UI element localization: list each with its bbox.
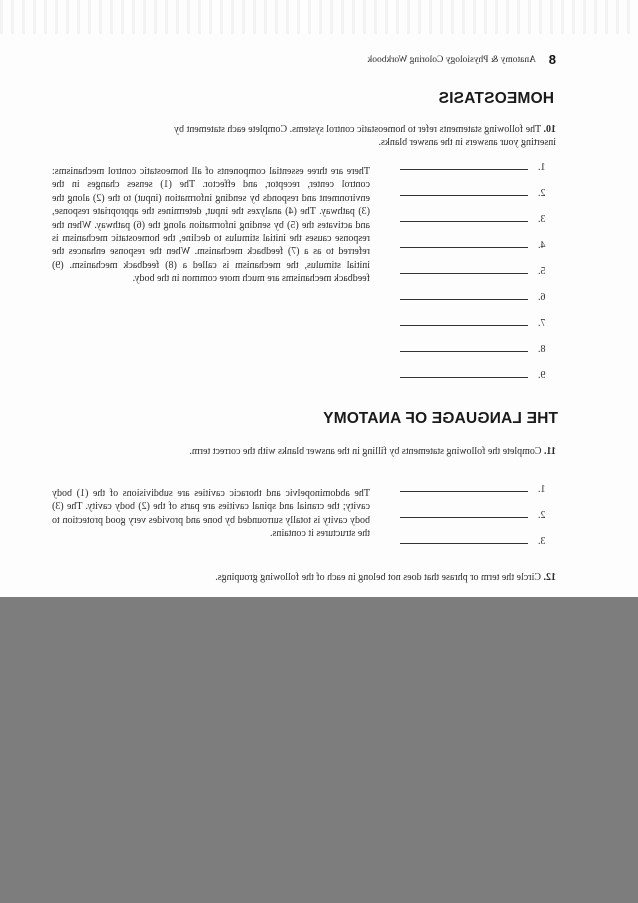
answer-line[interactable] [400, 246, 528, 248]
question-text: Circle the term or phrase that does not belong in each of the following groupings. [215, 572, 541, 583]
answer-line[interactable] [400, 194, 528, 196]
blank-label: 6. [538, 292, 546, 303]
question-text: The following statements refer to homeostatic control systems. Complete each statement by inserting your answers in the answer blanks. [174, 124, 556, 148]
question-text: Complete the following statements by filling in the answer blanks with the correct term. [189, 446, 542, 457]
gray-overlay-region [0, 597, 638, 903]
blank-label: 7. [538, 318, 546, 329]
answer-blank-5[interactable] [400, 266, 558, 277]
answer-line[interactable] [400, 220, 528, 222]
blank-label: 4. [538, 240, 546, 251]
answer-line[interactable] [400, 516, 528, 518]
answer-blank-9[interactable] [400, 370, 558, 381]
answer-line[interactable] [400, 272, 528, 274]
blank-label: 5. [538, 266, 546, 277]
section-heading-homeostasis: HOMEOSTASIS [438, 90, 554, 107]
answer-blank-1[interactable] [400, 162, 558, 173]
question-number: 12. [543, 572, 556, 583]
homeostasis-paragraph: There are three essential components of all homeostatic control mechanisms: control center, receptor, and effector. The (1) senses changes in the environment and responds by sending information (input) to the (2) along the (3) pathway. The (4) analyzes the input, determines the appropriate response, and activates the (5) by sending information along the (6) pathway. When the response causes the initial stimulus to decline, the homeostatic mechanism is referred to as a (7) feedback mechanism. When the response enhances the initial stimulus, the mechanism is called a (8) feedback mechanism. (9) feedback mechanisms are much more common in the body. [52, 166, 370, 285]
page-number: 8 [548, 52, 556, 67]
answer-blank-8[interactable] [400, 344, 558, 355]
question-number: 10. [543, 124, 556, 135]
answer-blank-3[interactable] [400, 214, 558, 225]
answer-line[interactable] [400, 490, 528, 492]
blank-label: 1. [538, 484, 546, 495]
answer-line[interactable] [400, 350, 528, 352]
answer-line[interactable] [400, 376, 528, 378]
blank-label: 8. [538, 344, 546, 355]
answer-blank-2[interactable] [400, 188, 558, 199]
blank-label: 3. [538, 214, 546, 225]
answer-line[interactable] [400, 298, 528, 300]
answer-blank-6[interactable] [400, 292, 558, 303]
anatomy-paragraph: The abdominopelvic and thoracic cavities are subdivisions of the (1) body cavity; the cranial and spinal cavities are parts of the (2) body cavity. The (3) body cavity is totally surrounded by bone and provides very good protection to the structures it contains. [52, 488, 370, 540]
blank-label: 2. [538, 188, 546, 199]
answer-line[interactable] [400, 168, 528, 170]
blank-label: 3. [538, 536, 546, 547]
answer-blank-11-2[interactable] [400, 510, 558, 521]
answer-line[interactable] [400, 324, 528, 326]
blank-label: 2. [538, 510, 546, 521]
answer-blank-11-3[interactable] [400, 536, 558, 547]
answer-blank-4[interactable] [400, 240, 558, 251]
answer-line[interactable] [400, 542, 528, 544]
blank-label: 9. [538, 370, 546, 381]
blank-label: 1. [538, 162, 546, 173]
section-heading-language-of-anatomy: THE LANGUAGE OF ANATOMY [322, 410, 558, 427]
question-11-prompt [176, 445, 556, 458]
answer-blank-11-1[interactable] [400, 484, 558, 495]
answer-blank-7[interactable] [400, 318, 558, 329]
running-header-title: Anatomy & Physiology Coloring Workbook [367, 55, 536, 65]
question-10-prompt [161, 123, 556, 149]
question-12-prompt [156, 571, 556, 584]
question-number: 11. [544, 446, 556, 457]
